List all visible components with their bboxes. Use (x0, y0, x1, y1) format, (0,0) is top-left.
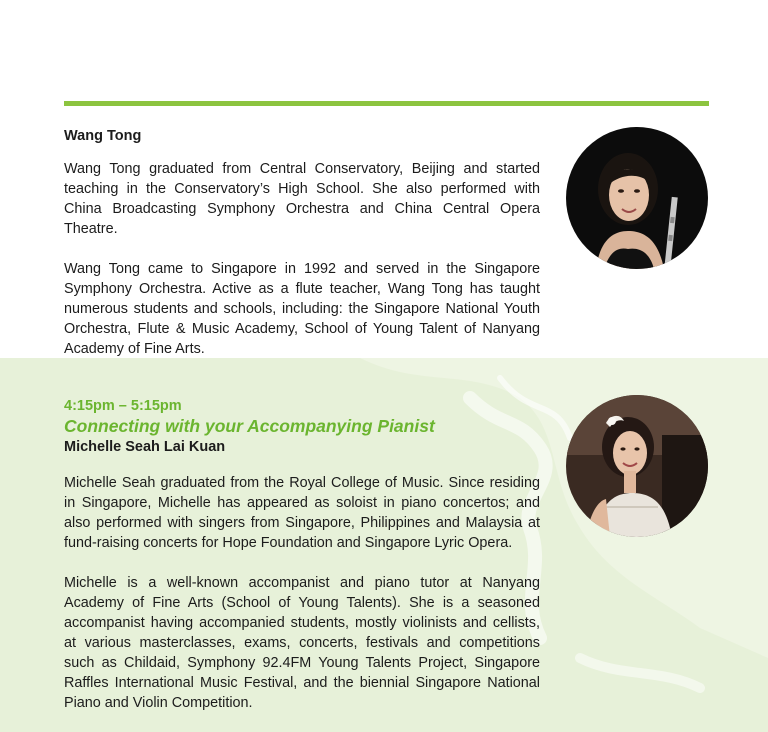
session-time: 4:15pm – 5:15pm (64, 398, 182, 414)
section-divider (64, 101, 709, 106)
profile-wang-tong (64, 128, 540, 359)
bio-paragraph: Michelle Seah graduated from the Royal College of Music. Since residing in Singapore, Michelle has appeared as soloist in piano concertos; and also performed with singers from Singapore, Philippines and Malaysia at fund-raising concerts for Hope Foundation and Singapore Lyric Opera. (64, 475, 540, 551)
session-title: Connecting with your Accompanying Pianist (64, 416, 435, 436)
portrait-wang-tong (566, 127, 708, 269)
bio-paragraph: Wang Tong came to Singapore in 1992 and served in the Singapore Symphony Orchestra. Active as a flute teacher, Wang Tong has taught numerous students and schools, including: the Singapore National Youth Orchestra, Flute & Music Academy, School of Young Talent of Nanyang Academy of Fine Arts. (64, 261, 540, 357)
portrait-michelle-seah (566, 395, 708, 537)
bio-paragraph: Wang Tong graduated from Central Conservatory, Beijing and started teaching in the Conservatory’s High School. She also performed with China Broadcasting Symphony Orchestra and China Central Opera Theatre. (64, 161, 540, 237)
bio-paragraph: Michelle is a well-known accompanist and piano tutor at Nanyang Academy of Fine Arts (School of Young Talents). She is a seasoned accompanist having accompanied students, mostly violinists and cellists, at various masterclasses, exams, concerts, festivals and competitions such as Childaid, Symphony 92.4FM Young Talents Project, Singapore Raffles International Music Festival, and the biennial Singapore National Piano and Violin Competition. (64, 575, 540, 711)
profile-name: Michelle Seah Lai Kuan (64, 439, 226, 455)
session-michelle-seah (64, 397, 540, 713)
profile-name: Wang Tong (64, 128, 142, 144)
